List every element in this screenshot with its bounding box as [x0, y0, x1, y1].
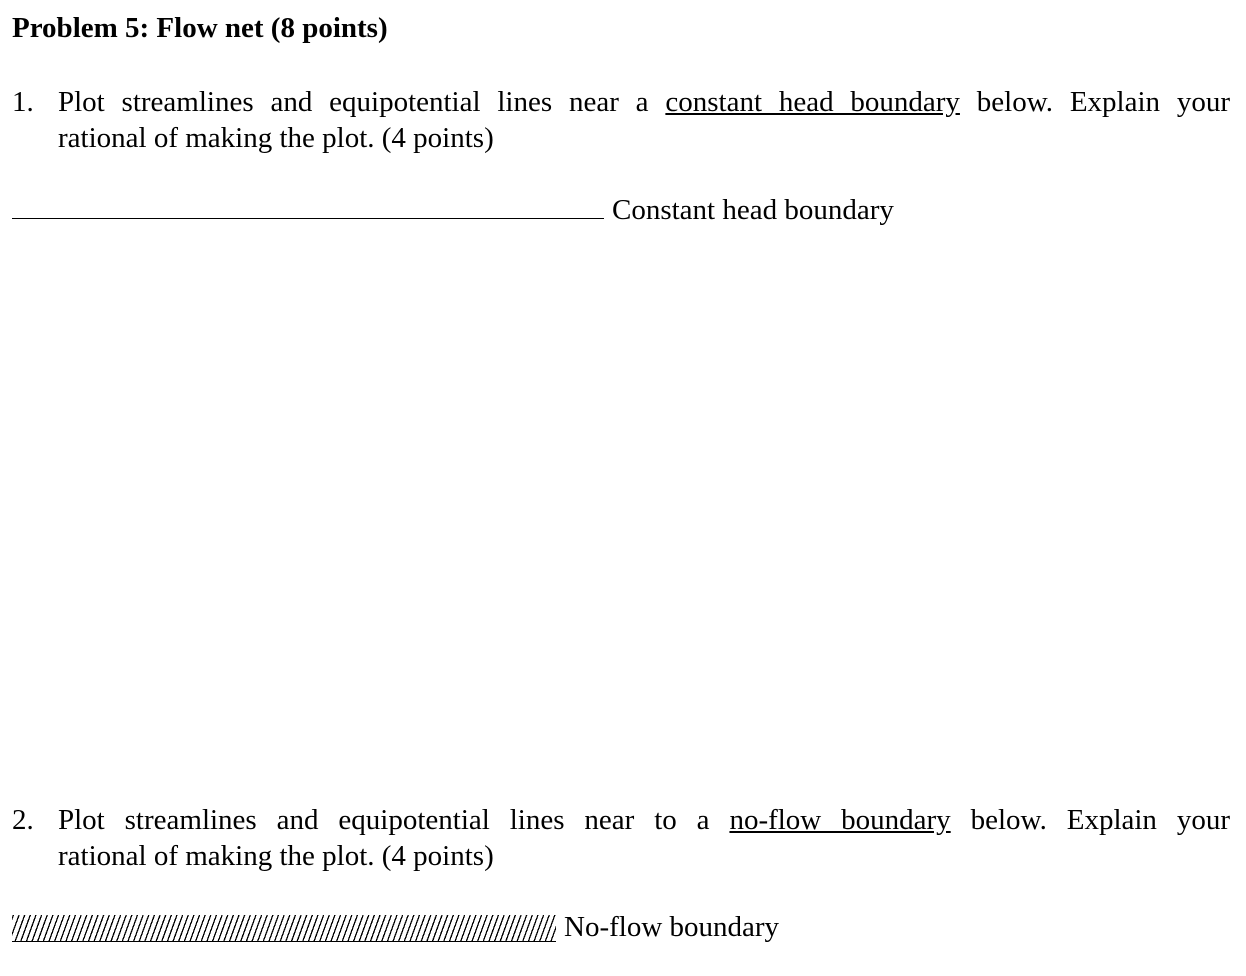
problem-title: Problem 5: Flow net (8 points) [12, 12, 388, 44]
constant-head-boundary-line [12, 190, 604, 219]
question-2-line-2: rational of making the plot. (4 points) [58, 840, 494, 872]
no-flow-boundary-label: No-flow boundary [564, 911, 780, 943]
question-2-text-post: below. Explain your [970, 804, 1230, 836]
question-1-text-pre: Plot streamlines and equipotential lines near a [58, 86, 649, 118]
question-1-line-1 [58, 84, 1230, 120]
no-flow-boundary-hatch [12, 915, 556, 942]
question-2-text-pre: Plot streamlines and equipotential lines near to a [58, 804, 710, 836]
question-2-text [58, 802, 1230, 874]
no-flow-boundary [12, 909, 779, 945]
question-2-line-1 [58, 802, 1230, 838]
question-2-number: 2. [12, 804, 34, 836]
constant-head-boundary [12, 190, 894, 228]
question-1 [12, 84, 1230, 156]
question-1-underlined-term: constant head boundary [665, 86, 960, 118]
question-1-text [58, 84, 1230, 156]
question-1-text-post: below. Explain your [976, 86, 1230, 118]
question-2-underlined-term: no-flow boundary [729, 804, 951, 836]
constant-head-boundary-label: Constant head boundary [612, 194, 894, 226]
question-2 [12, 802, 1230, 874]
question-1-number: 1. [12, 86, 34, 118]
question-1-line-2: rational of making the plot. (4 points) [58, 122, 494, 154]
